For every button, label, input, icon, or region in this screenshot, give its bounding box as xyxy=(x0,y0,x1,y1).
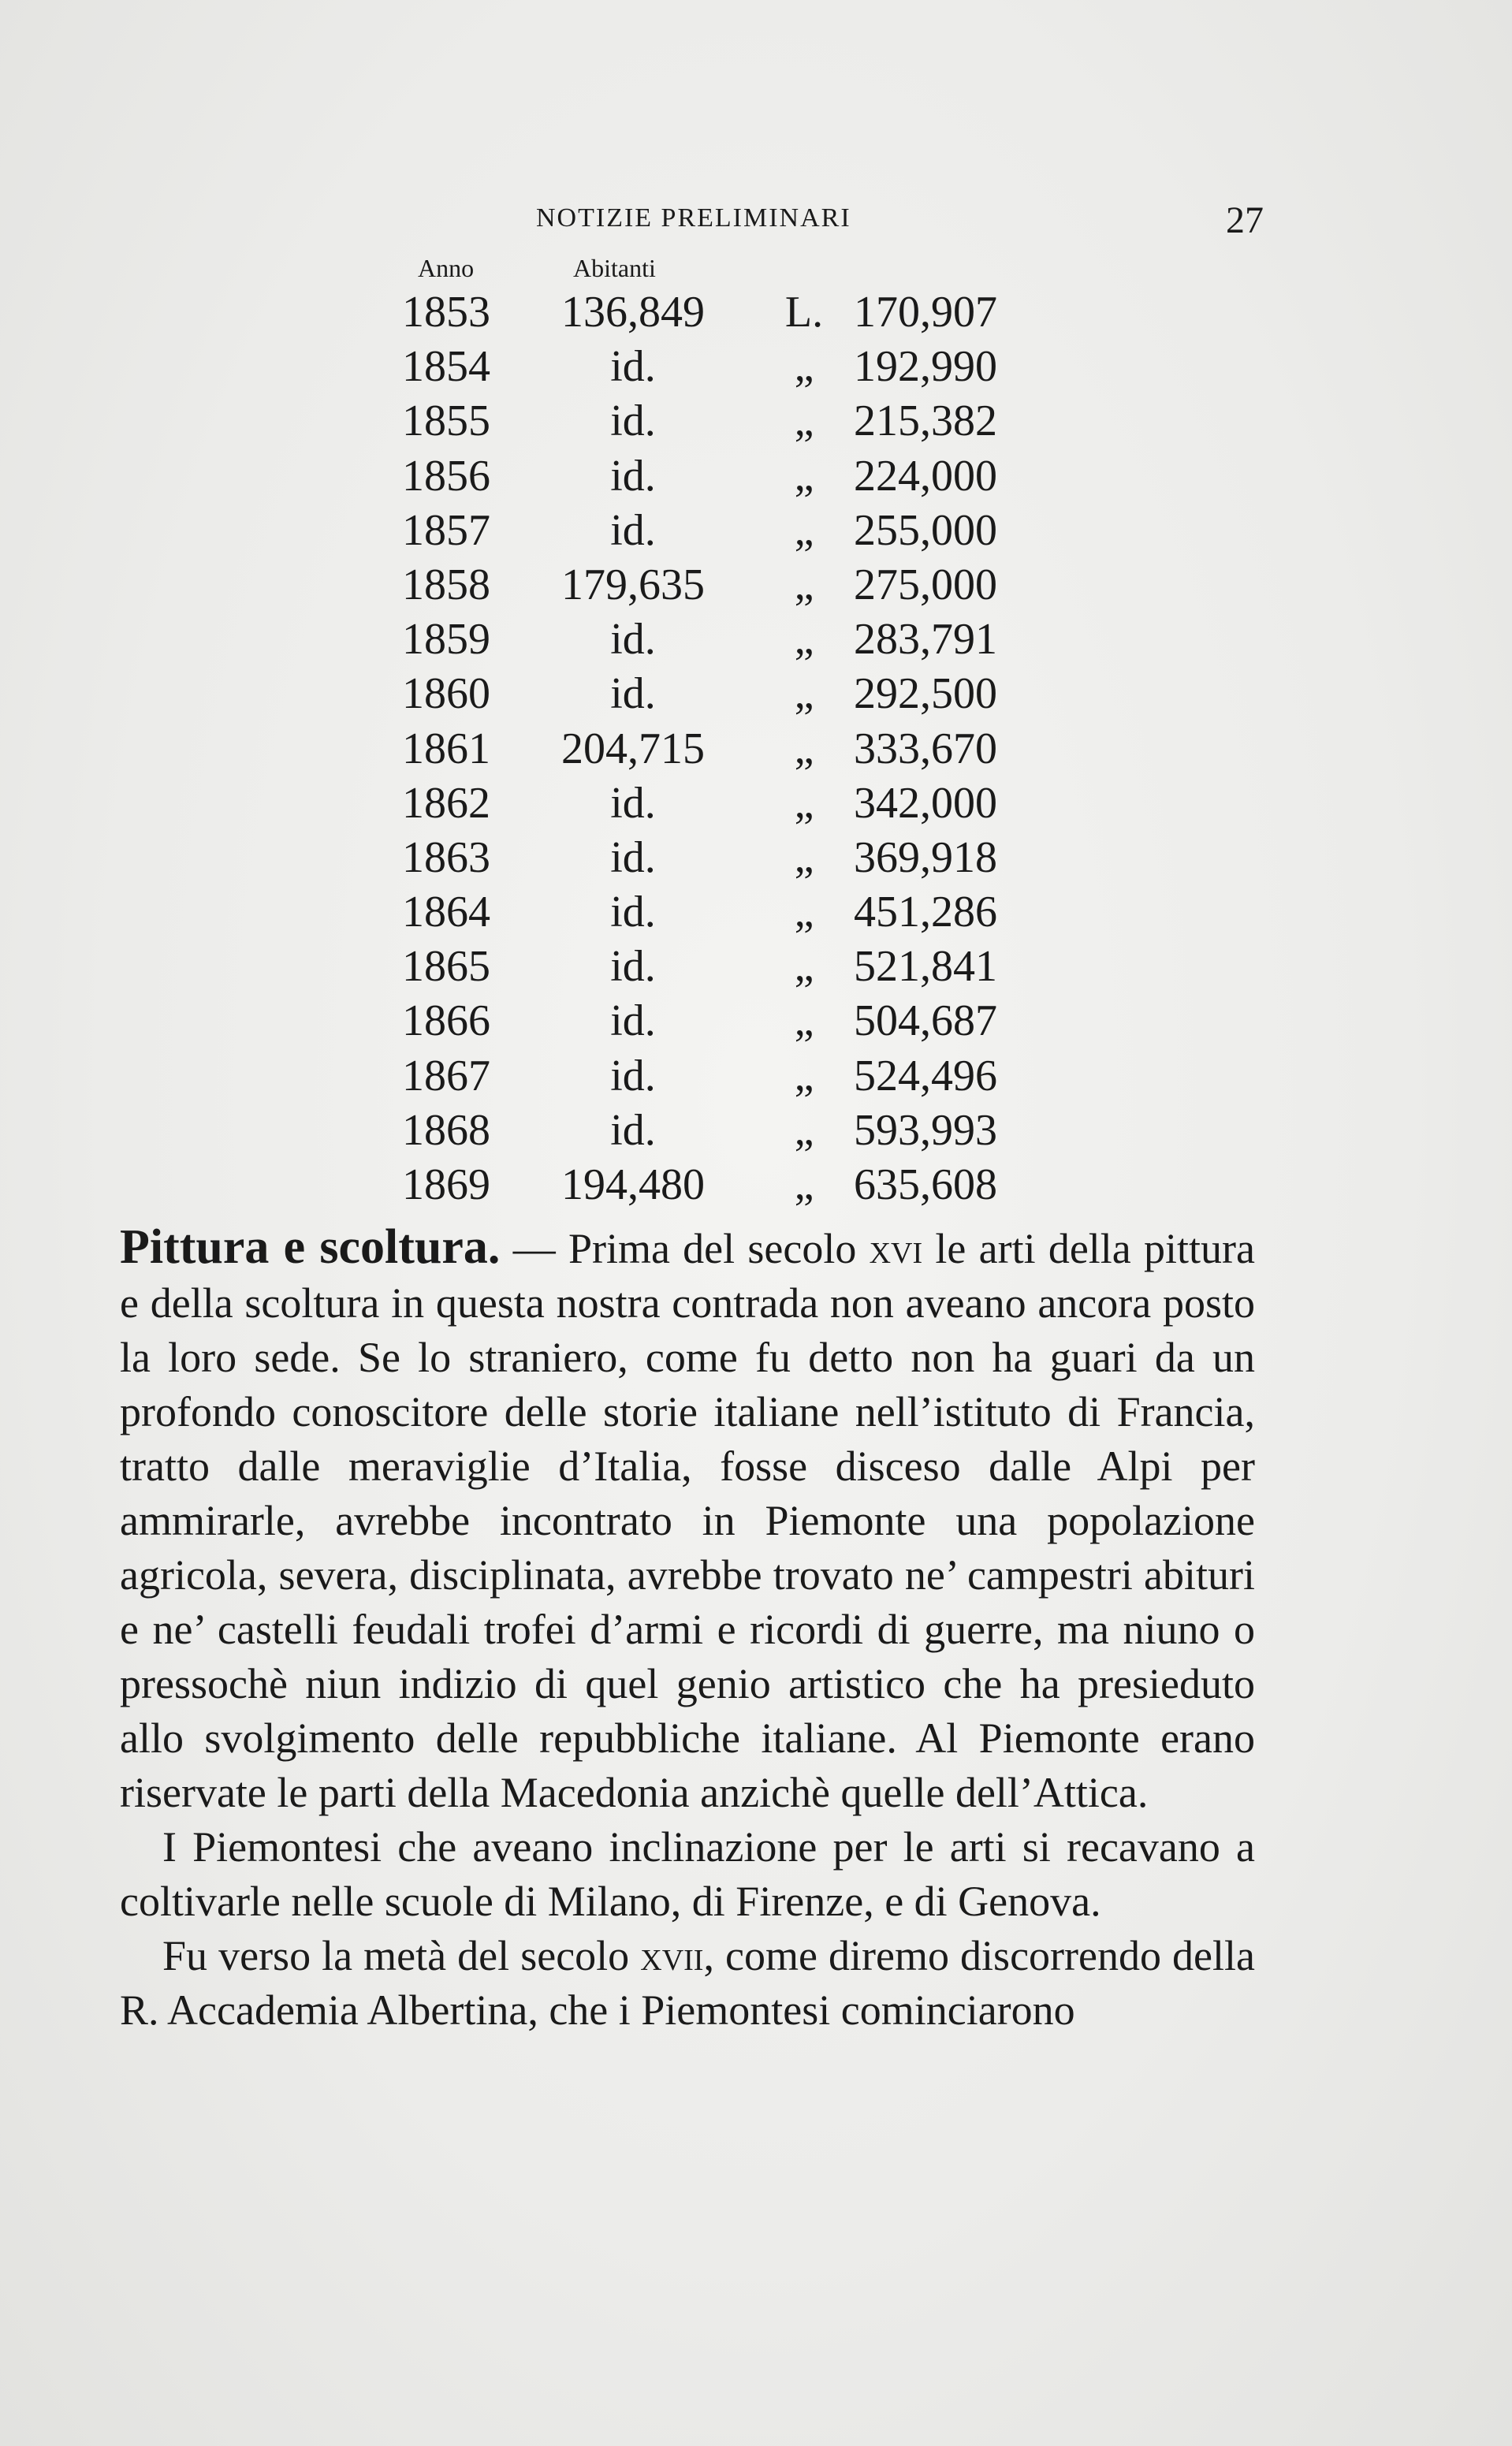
paragraph-piemontesi xyxy=(120,1820,1255,1929)
currency-cell: „ xyxy=(794,560,814,609)
year-cell: 1860 xyxy=(402,669,490,719)
currency-cell: „ xyxy=(794,832,814,882)
table-row xyxy=(0,558,1512,612)
table-row xyxy=(0,504,1512,558)
amount-cell: 593,993 xyxy=(854,1105,997,1155)
table-row xyxy=(0,722,1512,776)
table-row xyxy=(0,1049,1512,1104)
year-cell: 1854 xyxy=(402,342,490,392)
table-row xyxy=(0,776,1512,831)
amount-cell: 275,000 xyxy=(854,560,997,609)
amount-cell: 524,496 xyxy=(854,1051,997,1100)
currency-cell: „ xyxy=(794,1105,814,1155)
century-numeral: xvi xyxy=(869,1225,923,1272)
year-cell: 1853 xyxy=(402,288,490,337)
currency-cell: L. xyxy=(784,288,824,337)
population-cell: id. xyxy=(610,1051,656,1100)
body-text xyxy=(120,1220,1255,2038)
paragraph-text: Fu verso la metà del secolo xyxy=(162,1932,641,1979)
currency-cell: „ xyxy=(794,942,814,992)
currency-cell: „ xyxy=(794,396,814,446)
year-cell: 1855 xyxy=(402,396,490,446)
table-row xyxy=(0,285,1512,340)
population-cell: id. xyxy=(610,1105,656,1155)
population-cell: id. xyxy=(610,778,656,828)
century-numeral: xvii xyxy=(640,1932,704,1979)
year-cell: 1865 xyxy=(402,942,490,992)
table-row xyxy=(0,940,1512,994)
currency-cell: „ xyxy=(794,451,814,501)
column-header-anno: Anno xyxy=(418,254,475,282)
currency-cell: „ xyxy=(794,615,814,665)
currency-cell: „ xyxy=(794,1051,814,1100)
section-heading: Pittura e scoltura. xyxy=(120,1220,501,1274)
population-cell: id. xyxy=(610,832,656,882)
year-cell: 1859 xyxy=(402,615,490,665)
currency-cell: „ xyxy=(794,724,814,773)
amount-cell: 635,608 xyxy=(854,1160,997,1209)
population-cell: id. xyxy=(610,505,656,555)
table-row xyxy=(0,667,1512,721)
currency-cell: „ xyxy=(794,888,814,937)
year-cell: 1862 xyxy=(402,778,490,828)
population-cell: id. xyxy=(610,888,656,937)
currency-cell: „ xyxy=(794,342,814,392)
year-cell: 1858 xyxy=(402,560,490,609)
population-cell: id. xyxy=(610,342,656,392)
paragraph-text: , come diremo discorrendo della R. Accademia Albertina, che i Piemontesi cominciarono xyxy=(120,1932,1255,2034)
currency-cell: „ xyxy=(794,505,814,555)
statistics-table xyxy=(0,285,1512,1212)
year-cell: 1864 xyxy=(402,888,490,937)
currency-cell: „ xyxy=(794,669,814,719)
paragraph-text: I Piemontesi che aveano inclinazione per le arti si recavano a coltivarle nelle scuole di Milano, di Firenze, e di Genova. xyxy=(120,1823,1255,1925)
year-cell: 1861 xyxy=(402,724,490,773)
amount-cell: 283,791 xyxy=(854,615,997,665)
amount-cell: 170,907 xyxy=(854,288,997,337)
paragraph-accademia xyxy=(120,1929,1255,2038)
population-cell: id. xyxy=(610,615,656,665)
amount-cell: 292,500 xyxy=(854,669,997,719)
paragraph-pittura xyxy=(120,1220,1255,1820)
amount-cell: 369,918 xyxy=(854,832,997,882)
column-header-abitanti: Abitanti xyxy=(573,254,656,282)
table-row xyxy=(0,994,1512,1048)
year-cell: 1863 xyxy=(402,832,490,882)
running-title: NOTIZIE PRELIMINARI xyxy=(536,203,851,233)
population-cell: id. xyxy=(610,451,656,501)
page-number: 27 xyxy=(1226,199,1264,241)
table-row xyxy=(0,394,1512,449)
table-row xyxy=(0,449,1512,504)
population-cell: id. xyxy=(610,396,656,446)
year-cell: 1866 xyxy=(402,996,490,1046)
amount-cell: 451,286 xyxy=(854,888,997,937)
table-row xyxy=(0,1158,1512,1212)
amount-cell: 342,000 xyxy=(854,778,997,828)
table-row xyxy=(0,885,1512,940)
amount-cell: 333,670 xyxy=(854,724,997,773)
currency-cell: „ xyxy=(794,778,814,828)
amount-cell: 255,000 xyxy=(854,505,997,555)
amount-cell: 215,382 xyxy=(854,396,997,446)
amount-cell: 504,687 xyxy=(854,996,997,1046)
paragraph-text: — Prima del secolo xyxy=(500,1225,870,1272)
year-cell: 1856 xyxy=(402,451,490,501)
paragraph-text: le arti della pittura e della scoltura in questa nostra contrada non aveano ancora posto la loro sede. Se lo straniero, come fu detto non ha guari da un profondo conoscitore delle storie italiane nell’istituto di Francia, tratto dalle meraviglie d’Italia, fosse disceso dalle Alpi per ammirarle, avrebbe incontrato in Piemonte una popolazione agricola, severa, disciplinata, avrebbe trovato ne’ campestri abituri e ne’ castelli feudali trofei d’armi e ricordi di guerre, ma niuno o pressochè niun indizio di quel genio artistico che ha presieduto allo svolgimento delle repubbliche italiane. Al Piemonte erano riservate le parti della Macedonia anzichè quelle dell’Attica. xyxy=(120,1225,1255,1816)
running-head xyxy=(0,199,1512,243)
population-cell: 136,849 xyxy=(561,288,705,337)
population-cell: 204,715 xyxy=(561,724,705,773)
year-cell: 1867 xyxy=(402,1051,490,1100)
year-cell: 1857 xyxy=(402,505,490,555)
currency-cell: „ xyxy=(794,1160,814,1209)
table-row xyxy=(0,831,1512,885)
currency-cell: „ xyxy=(794,996,814,1046)
population-cell: id. xyxy=(610,669,656,719)
year-cell: 1868 xyxy=(402,1105,490,1155)
population-cell: 179,635 xyxy=(561,560,705,609)
population-cell: id. xyxy=(610,942,656,992)
table-row xyxy=(0,340,1512,394)
population-cell: 194,480 xyxy=(561,1160,705,1209)
table-row xyxy=(0,612,1512,667)
table-header-row xyxy=(0,254,1512,285)
year-cell: 1869 xyxy=(402,1160,490,1209)
amount-cell: 192,990 xyxy=(854,342,997,392)
amount-cell: 521,841 xyxy=(854,942,997,992)
amount-cell: 224,000 xyxy=(854,451,997,501)
population-cell: id. xyxy=(610,996,656,1046)
table-row xyxy=(0,1104,1512,1158)
